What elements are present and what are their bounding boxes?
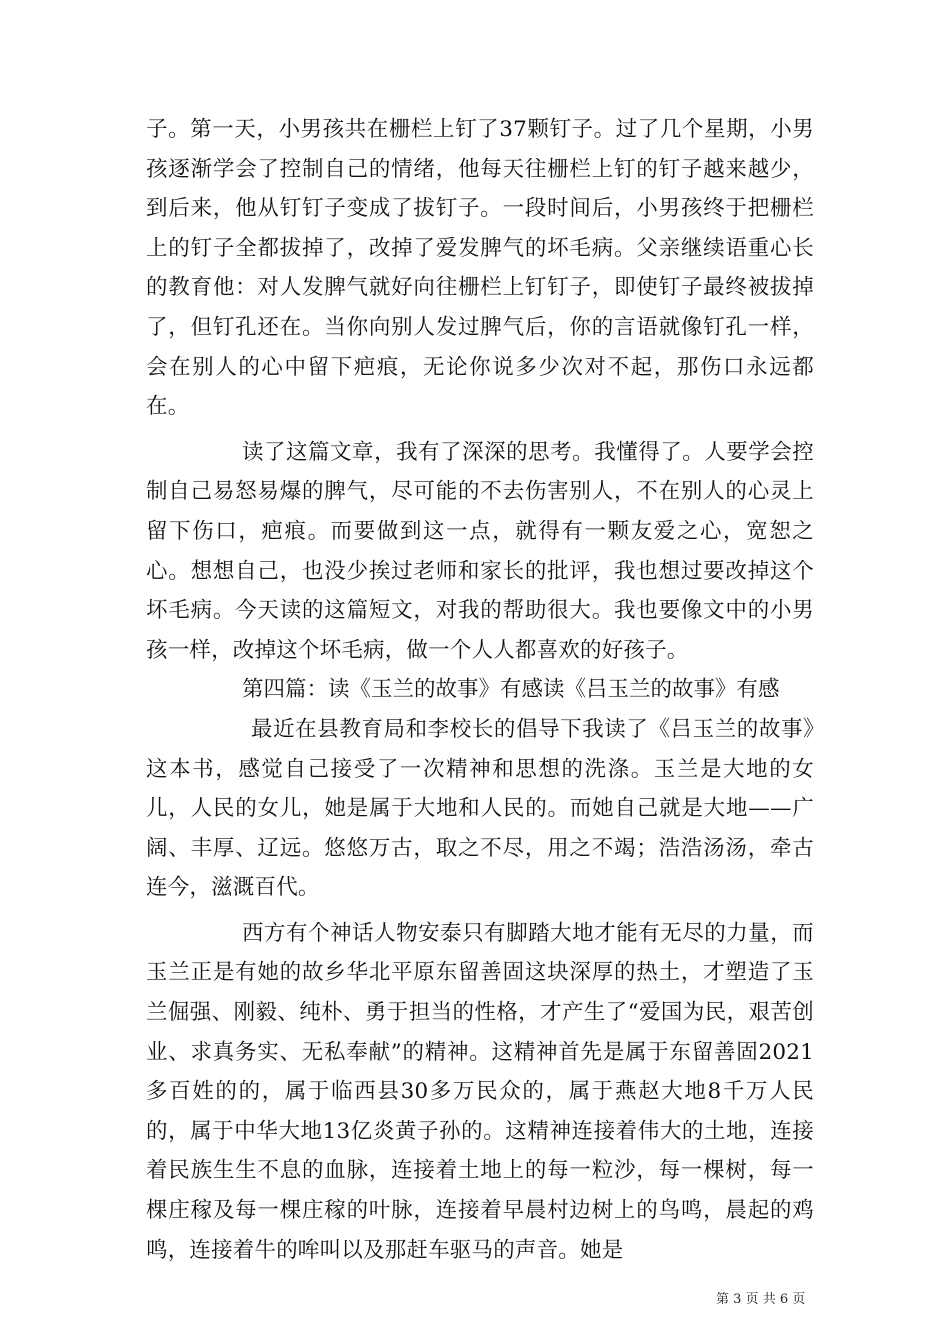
footer-suffix: 页 bbox=[792, 1292, 806, 1307]
footer-current-page: 3 bbox=[733, 1292, 742, 1307]
section-heading: 第四篇：读《玉兰的故事》有感读《吕玉兰的故事》有感 bbox=[242, 677, 780, 703]
footer-middle: 页 共 bbox=[745, 1292, 776, 1307]
footer-total-pages: 6 bbox=[779, 1292, 789, 1307]
page-number-footer bbox=[716, 1288, 805, 1307]
paragraph-reflection: 读了这篇文章，我有了深深的思考。我懂得了。人要学会控制自己易怒易爆的脾气，尽可能的不去伤害别人，不在别人的心灵上留下伤口，疤痕。而要做到这一点，就得有一颗友爱之心，宽恕之心。想想自己，也没少挨过老师和家长的批评，我也想过要改掉这个坏毛病。今天读的这篇短文，对我的帮助很大。我也要像文中的小男孩一样，改掉这个坏毛病，做一个人人都喜欢的好孩子。 bbox=[146, 439, 814, 663]
paragraph-nail-story-ending: 子。第一天，小男孩共在栅栏上钉了37颗钉子。过了几个星期，小男孩逐渐学会了控制自己的情绪，他每天往栅栏上钉的钉子越来越少，到后来，他从钉钉子变成了拔钉子。一段时间后，小男孩终于把栅栏上的钉子全都拔掉了，改掉了爱发脾气的坏毛病。父亲继续语重心长的教育他：对人发脾气就好向往栅栏上钉钉子，即使钉子最终被拔掉了，但钉孔还在。当你向别人发过脾气后，你的言语就像钉孔一样，会在别人的心中留下疤痕，无论你说多少次对不起，那伤口永远都在。 bbox=[146, 117, 814, 420]
paragraph-lv-yulan-intro: 最近在县教育局和李校长的倡导下我读了《吕玉兰的故事》这本书，感觉自己接受了一次精神和思想的洗涤。玉兰是大地的女儿，人民的女儿，她是属于大地和人民的。而她自己就是大地——广阔、丰厚、辽远。悠悠万古，取之不尽，用之不竭；浩浩汤汤，牵古连今，滋溉百代。 bbox=[146, 716, 814, 901]
document-body bbox=[146, 110, 814, 1270]
paragraph-lv-yulan-spirit: 西方有个神话人物安泰只有脚踏大地才能有无尽的力量，而玉兰正是有她的故乡华北平原东留善固这块深厚的热土，才塑造了玉兰倔强、刚毅、纯朴、勇于担当的性格，才产生了“爱国为民，艰苦创业、求真务实、无私奉献”的精神。这精神首先是属于东留善固2021多百姓的的，属于临西县30多万民众的，属于燕赵大地8千万人民的，属于中华大地13亿炎黄子孙的。这精神连接着伟大的土地，连接着民族生生不息的血脉，连接着土地上的每一粒沙，每一棵树，每一棵庄稼及每一棵庄稼的叶脉，连接着早晨村边树上的鸟鸣，晨起的鸡鸣，连接着牛的哞叫以及那赶车驱马的声音。她是 bbox=[146, 920, 814, 1263]
footer-prefix: 第 bbox=[716, 1292, 730, 1307]
